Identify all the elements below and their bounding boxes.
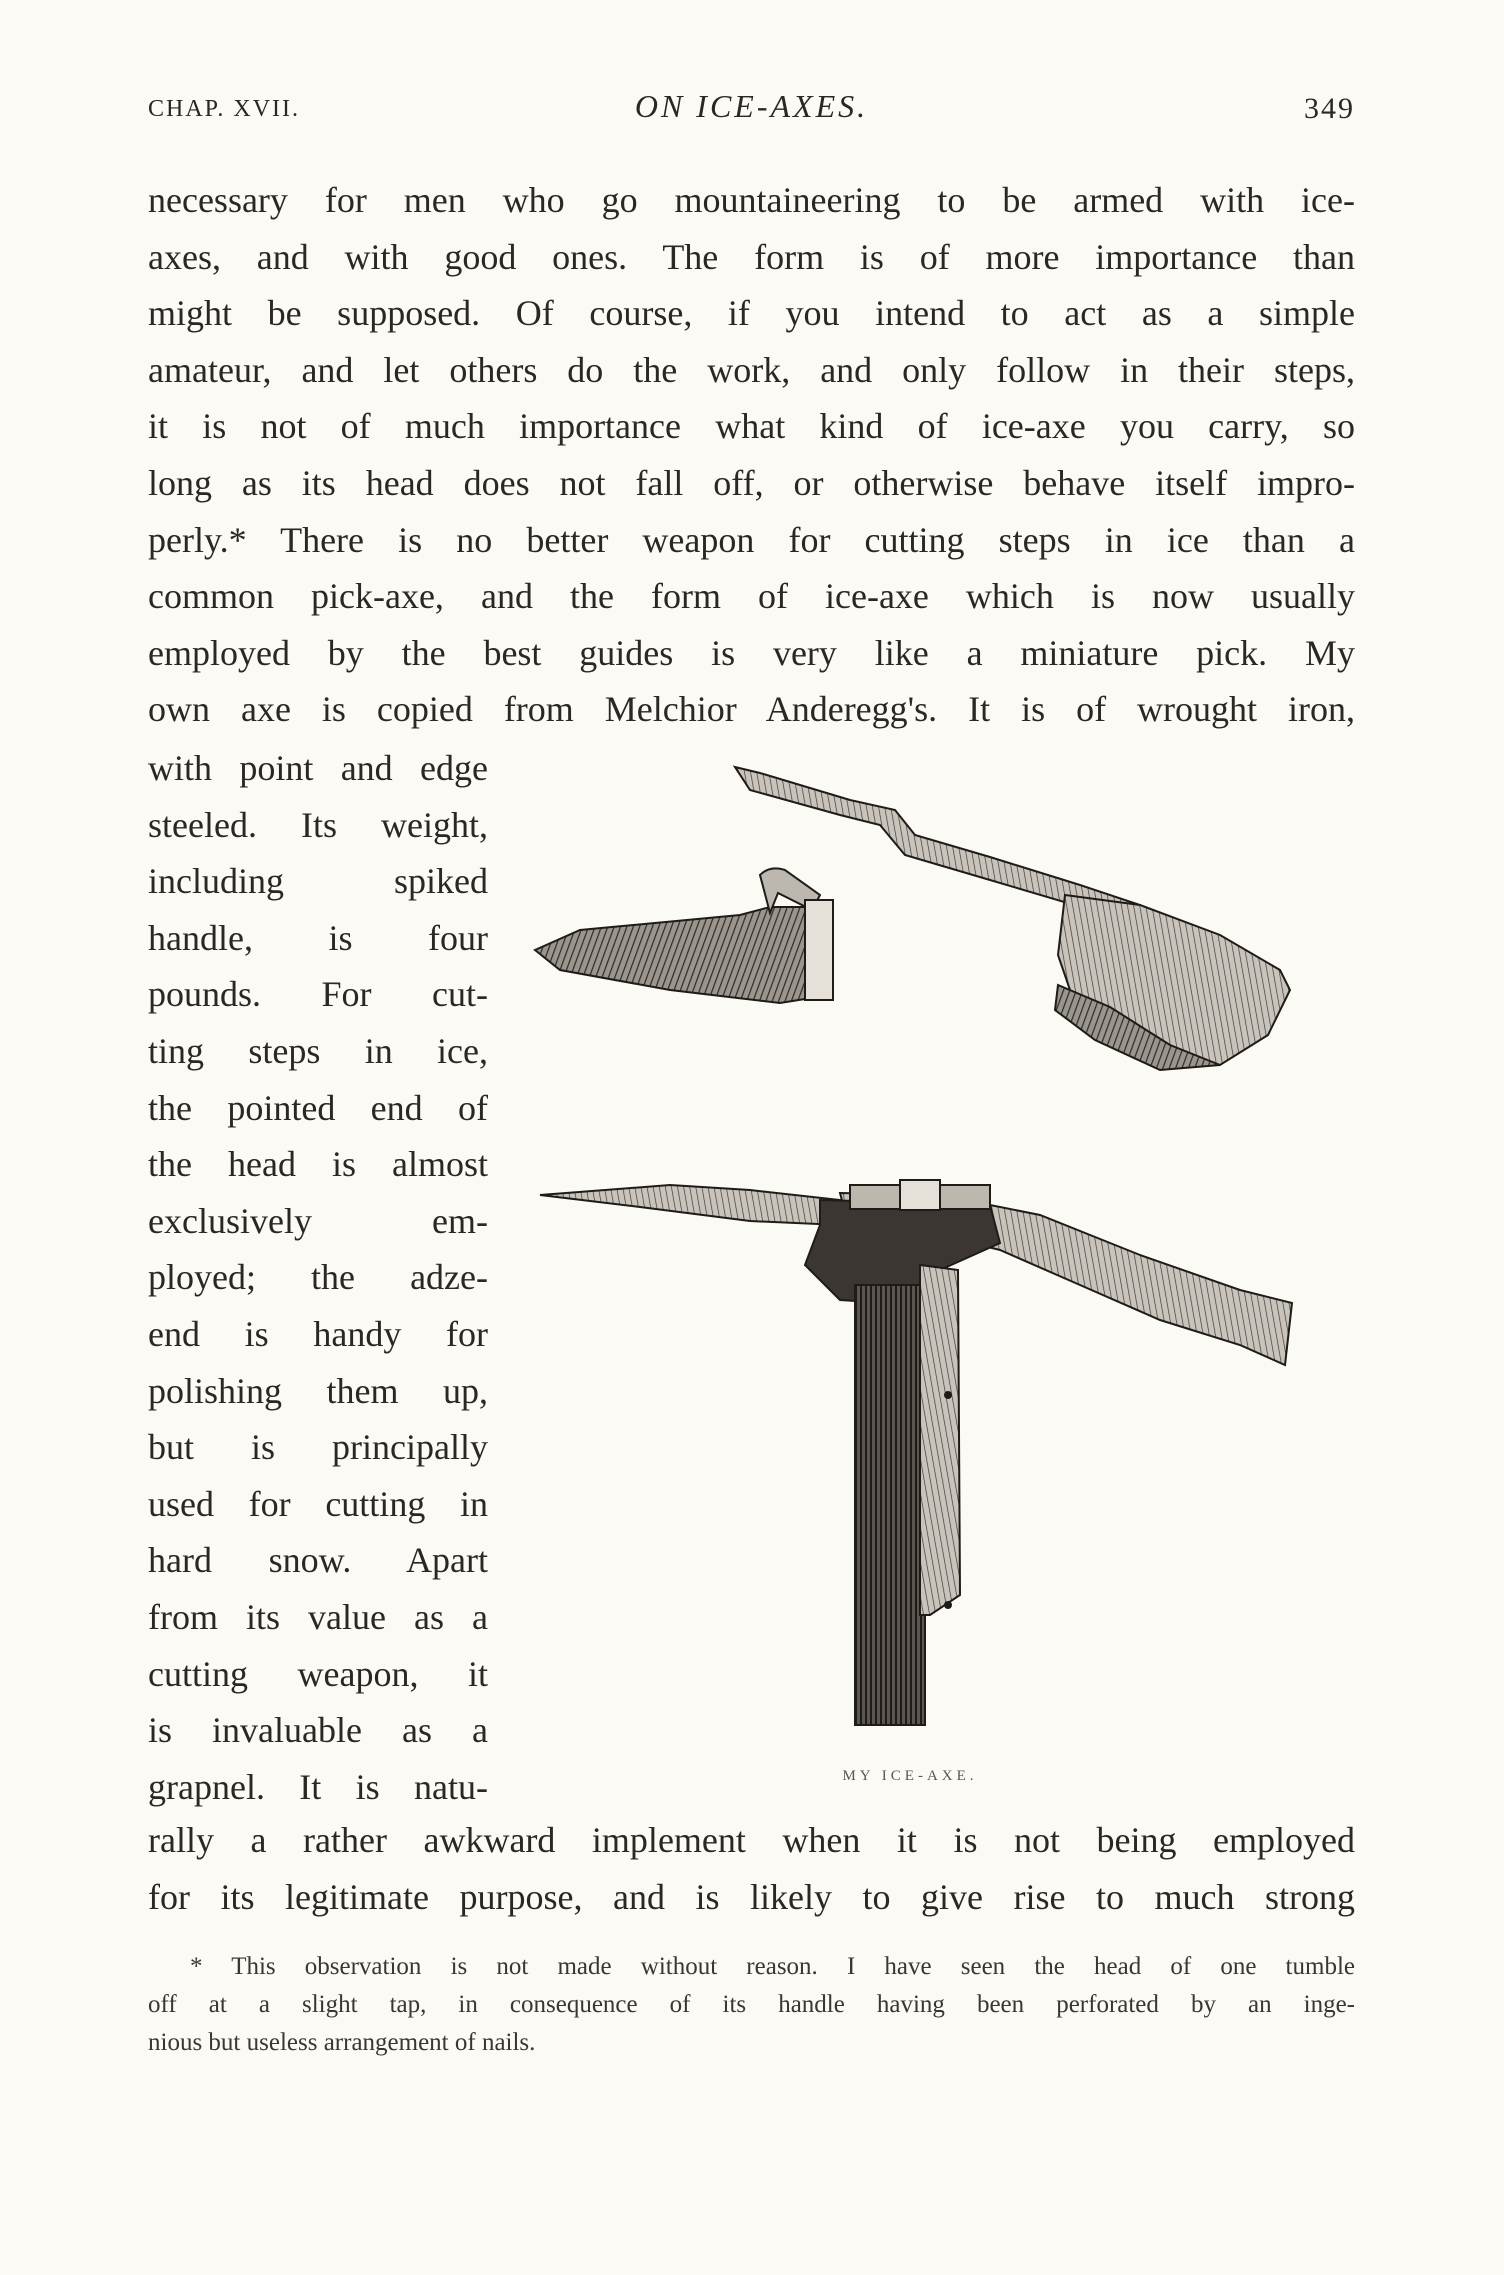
text-line: end is handy for [148,1313,488,1354]
footnote-line: * This observation is not made without reason. I have seen the head of one tumble [190,1953,1355,1980]
running-head [148,88,1355,132]
text-line: grapnel. It is natu- [148,1766,488,1807]
text-line: own axe is copied from Melchior Anderegg's. It is of wrought iron, [148,689,1355,730]
text-line: perly.* There is no better weapon for cutting steps in ice than a [148,519,1355,560]
text-line: axes, and with good ones. The form is of more importance than [148,236,1355,277]
text-line: exclusively em- [148,1200,488,1241]
text-line: used for cutting in [148,1483,488,1524]
text-line: is invaluable as a [148,1710,488,1751]
text-line: common pick-axe, and the form of ice-axe which is now usually [148,576,1355,617]
chapter-label: CHAP. XVII. [148,96,301,122]
text-line: but is principally [148,1427,488,1468]
text-line: handle, is four [148,917,488,958]
adze-blade-drawing [1055,895,1290,1070]
text-line: with point and edge [148,748,488,788]
text-line: necessary for men who go mountaineering to be armed with ice- [148,180,1355,220]
text-line: long as its head does not fall off, or otherwise behave itself impro- [148,462,1355,503]
text-line: ployed; the adze- [148,1257,488,1298]
text-line: the head is almost [148,1144,488,1185]
figure-caption: MY ICE-AXE. [842,1768,978,1784]
page-number: 349 [1304,92,1355,125]
body-text-wrapped [148,740,488,1815]
text-line: including spiked [148,861,488,902]
footnote [148,1948,1355,2062]
text-line: cutting weapon, it [148,1653,488,1694]
text-line: from its value as a [148,1596,488,1637]
text-line: steeled. Its weight, [148,804,488,845]
text-line: employed by the best guides is very like a miniature pick. My [148,632,1355,673]
sheath-drawing [535,868,833,1003]
body-text-top [148,172,1355,738]
running-title: ON ICE-AXES. [634,88,869,124]
text-line: rally a rather awkward implement when it is not being employed [148,1820,1355,1860]
text-line: it is not of much importance what kind of ice-axe you carry, so [148,406,1355,447]
text-line: hard snow. Apart [148,1540,488,1581]
text-line: for its legitimate purpose, and is likely to give rise to much strong [148,1876,1355,1917]
axe-handle-drawing [855,1265,960,1725]
text-line: polishing them up, [148,1370,488,1411]
text-line: amateur, and let others do the work, and only follow in their steps, [148,349,1355,390]
text-line: the pointed end of [148,1087,488,1128]
ice-axe-illustration [520,745,1300,1765]
footnote-line: nious but useless arrangement of nails. [148,2029,536,2056]
body-text-bottom [148,1812,1355,1925]
text-line: ting steps in ice, [148,1030,488,1071]
text-line: pounds. For cut- [148,974,488,1015]
text-line: might be supposed. Of course, if you intend to act as a simple [148,293,1355,334]
footnote-line: off at a slight tap, in consequence of its handle having been perforated by an inge- [148,1991,1355,2018]
